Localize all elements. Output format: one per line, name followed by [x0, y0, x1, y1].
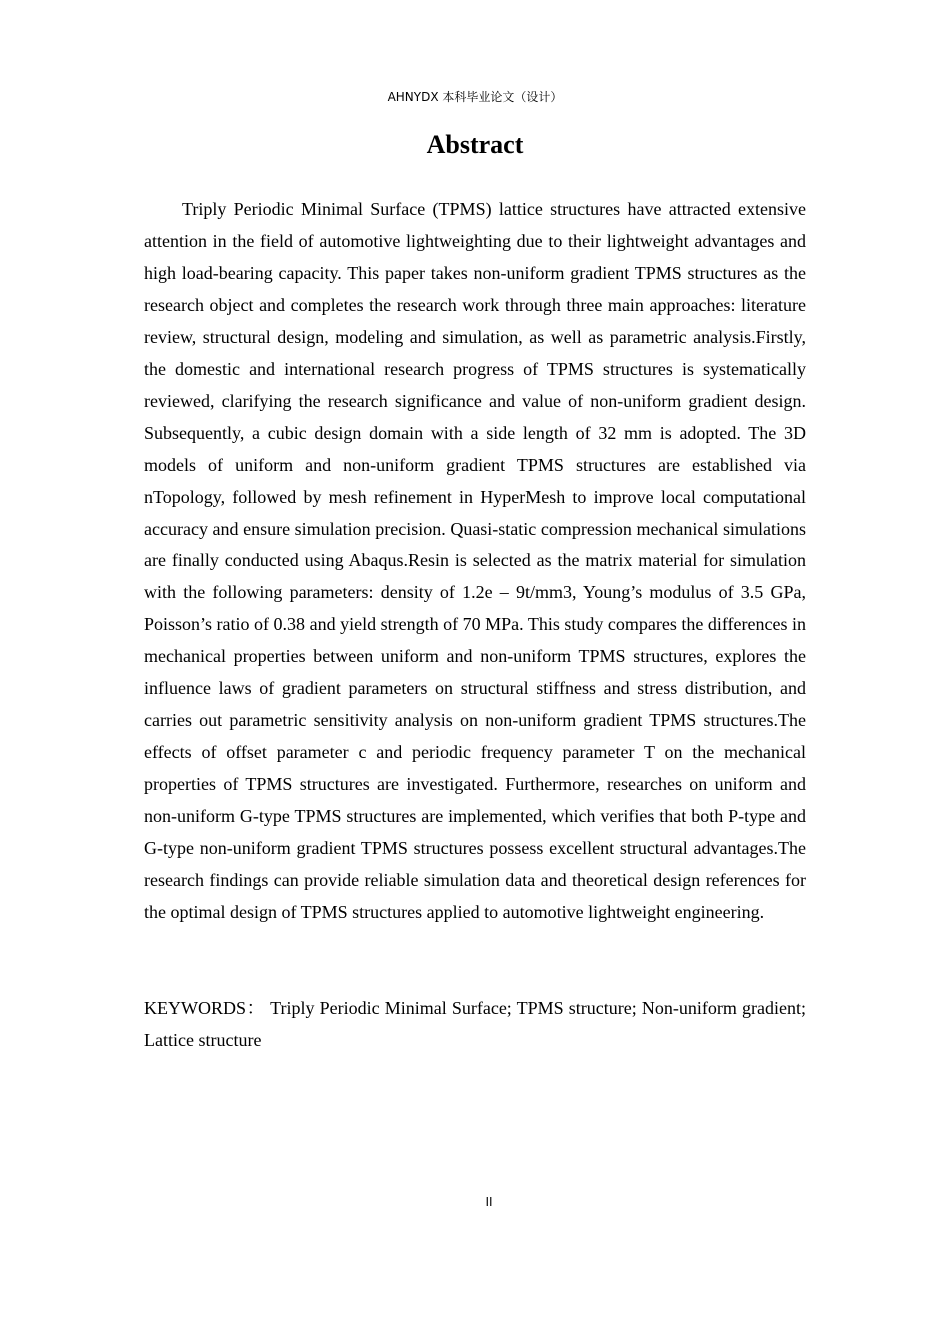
- page-number: II: [485, 1195, 493, 1209]
- keywords-paragraph: [144, 993, 806, 1056]
- abstract-title: Abstract: [426, 130, 524, 159]
- running-header: AHNYDX 本科毕业论文（设计）: [387, 90, 563, 104]
- abstract-body: Triply Periodic Minimal Surface (TPMS) lattice structures have attracted extensive attention in the field of automotive lightweighting due to their lightweight advantages and high load-bearing capacity. This paper takes non-uniform gradient TPMS structures as the research object and completes the research work through three main approaches: literature review, structural design, modeling and simulation, as well as parametric analysis.Firstly, the domestic and international research progress of TPMS structures is systematically reviewed, clarifying the research significance and value of non-uniform gradient design. Subsequently, a cubic design domain with a side length of 32 mm is adopted. The 3D models of uniform and non-uniform gradient TPMS structures are established via nTopology, followed by mesh refinement in HyperMesh to improve local computational accuracy and ensure simulation precision. Quasi-static compression mechanical simulations are finally conducted using Abaqus.Resin is selected as the matrix material for simulation with the following parameters: density of 1.2e – 9t/mm3, Young’s modulus of 3.5 GPa, Poisson’s ratio of 0.38 and yield strength of 70 MPa. This study compares the differences in mechanical properties between uniform and non-uniform TPMS structures, explores the influence laws of gradient parameters on structural stiffness and stress distribution, and carries out parametric sensitivity analysis on non-uniform gradient TPMS structures.The effects of offset parameter c and periodic frequency parameter T on the mechanical properties of TPMS structures are investigated. Furthermore, researches on uniform and non-uniform G-type TPMS structures are implemented, which verifies that both P-type and G-type non-uniform gradient TPMS structures possess excellent structural advantages.The research findings can provide reliable simulation data and theoretical design references for the optimal design of TPMS structures applied to automotive lightweight engineering.: [144, 199, 806, 922]
- keywords-text: Triply Periodic Minimal Surface; TPMS structure; Non-uniform gradient; Lattice structure: [144, 998, 806, 1050]
- keywords-label: KEYWORDS：: [144, 998, 266, 1018]
